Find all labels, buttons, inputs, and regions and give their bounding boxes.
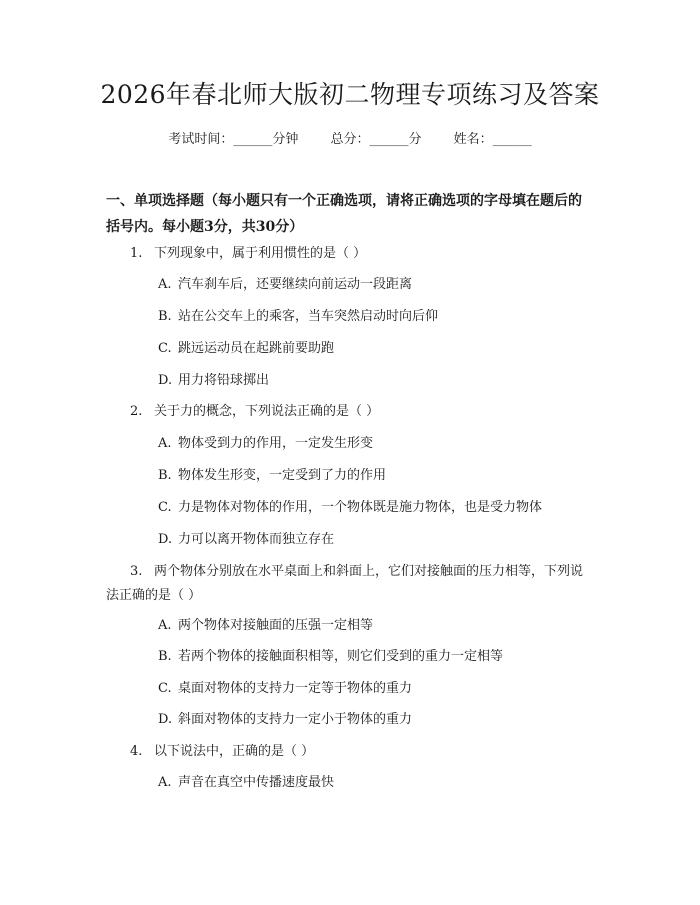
question-text: 两个物体分别放在水平桌面上和斜面上，它们对接触面的压力相等，下列说法正确的是（ ） [106, 564, 584, 603]
option-letter: D. [158, 373, 173, 388]
question-option [158, 305, 598, 329]
section-heading: 一、单项选择题（每小题只有一个正确选项，请将正确选项的字母填在题后的括号内。每小题3分，共30分） [106, 193, 582, 235]
option-letter: A. [158, 618, 172, 633]
question-option [158, 614, 598, 638]
document-title: 2026年春北师大版初二物理专项练习及答案 [100, 80, 600, 109]
question-stem [106, 242, 592, 266]
question-option [158, 528, 598, 552]
option-letter: A. [158, 436, 172, 451]
option-text: 用力将铅球掷出 [178, 373, 270, 388]
question-option [158, 464, 598, 488]
option-text: 物体发生形变，一定受到了力的作用 [178, 468, 387, 483]
exam-time-blank: ______ [233, 132, 273, 147]
option-letter: B. [158, 649, 172, 664]
question-number: 4. [130, 744, 143, 759]
name-blank: ______ [492, 132, 532, 147]
question-option [158, 273, 598, 297]
option-text: 两个物体对接触面的压强一定相等 [178, 618, 374, 633]
question-stem [106, 400, 592, 424]
option-letter: B. [158, 309, 172, 324]
option-text: 斜面对物体的支持力一定小于物体的重力 [178, 712, 413, 727]
name-label: 姓名： [453, 132, 493, 147]
option-text: 力是物体对物体的作用，一个物体既是施力物体，也是受力物体 [178, 500, 543, 515]
question-stem [106, 560, 592, 608]
total-score-unit: 分 [408, 132, 422, 147]
option-text: 力可以离开物体而独立存在 [178, 532, 335, 547]
question-number: 3. [130, 564, 143, 579]
question-stem [106, 740, 592, 764]
question-text: 关于力的概念，下列说法正确的是（ ） [154, 404, 380, 419]
option-letter: C. [158, 341, 172, 356]
total-score-field [330, 130, 421, 150]
question-text: 以下说法中，正确的是（ ） [154, 744, 315, 759]
option-text: 若两个物体的接触面积相等，则它们受到的重力一定相等 [178, 649, 504, 664]
total-score-blank: ______ [369, 132, 409, 147]
question-option [158, 337, 598, 361]
exam-time-unit: 分钟 [272, 132, 299, 147]
option-letter: D. [158, 712, 173, 727]
option-letter: C. [158, 681, 172, 696]
option-text: 汽车刹车后，还要继续向前运动一段距离 [178, 277, 413, 292]
question-option [158, 432, 598, 456]
option-text: 站在公交车上的乘客，当车突然启动时向后仰 [178, 309, 439, 324]
exam-time-field [168, 130, 298, 150]
question-option [158, 496, 598, 520]
question-number: 2. [130, 404, 143, 419]
exam-time-label: 考试时间： [168, 132, 234, 147]
question-option [158, 771, 598, 795]
question-option [158, 645, 598, 669]
question-text: 下列现象中，属于利用惯性的是（ ） [154, 246, 367, 261]
option-text: 声音在真空中传播速度最快 [178, 775, 335, 790]
option-letter: C. [158, 500, 172, 515]
option-text: 物体受到力的作用，一定发生形变 [178, 436, 374, 451]
option-letter: A. [158, 775, 172, 790]
question-number: 1. [130, 246, 143, 261]
option-text: 桌面对物体的支持力一定等于物体的重力 [178, 681, 413, 696]
option-letter: B. [158, 468, 172, 483]
question-option [158, 369, 598, 393]
question-option [158, 708, 598, 732]
name-field [454, 130, 532, 150]
exam-info [0, 130, 700, 150]
total-score-label: 总分： [330, 132, 370, 147]
option-letter: D. [158, 532, 173, 547]
option-text: 跳远运动员在起跳前要助跑 [178, 341, 335, 356]
option-letter: A. [158, 277, 172, 292]
question-option [158, 677, 598, 701]
